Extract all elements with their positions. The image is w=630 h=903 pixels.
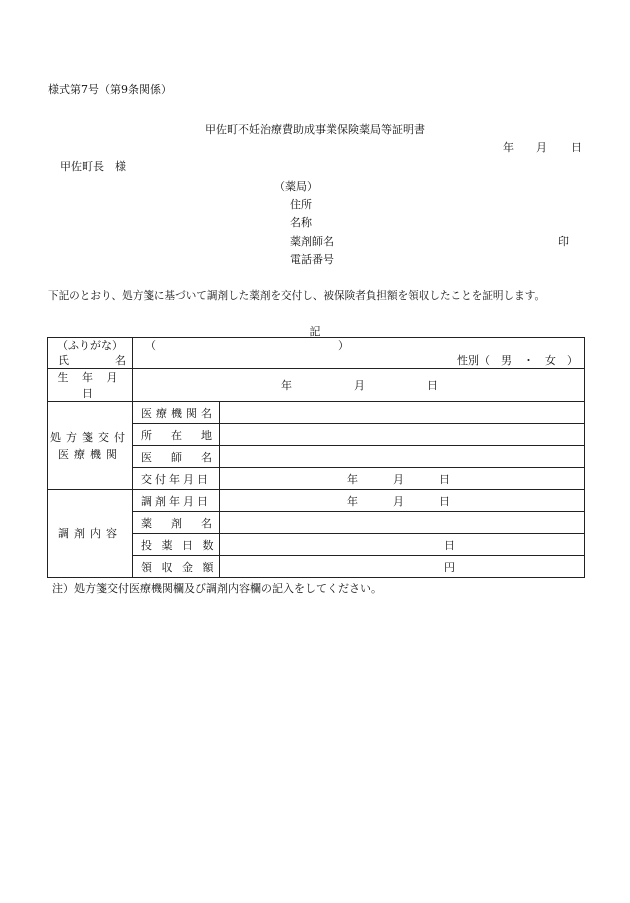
inst-location-label: 所 在 地 [133,424,220,446]
days-input[interactable] [220,534,585,556]
addressee: 甲佐町長 様 [60,160,126,173]
inst-name-label: 医療機関名 [133,402,220,424]
dispense-day-label: 日 [439,494,450,508]
name-label-cell [48,338,133,369]
ki-heading: 記 [309,325,321,338]
institution-label-cell [48,402,133,490]
gender-field[interactable]: 性別（ 男 ・ 女 ） [457,354,578,367]
birth-year-label: 年 [281,379,292,392]
birthdate-label: 生 年 月 日 [48,369,133,402]
dispense-year-label: 年 [347,494,358,508]
amount-input[interactable] [220,556,585,578]
days-unit: 日 [444,538,455,552]
inst-location-input[interactable] [220,424,585,446]
birth-day-label: 日 [427,379,438,392]
furigana-label: （ふりがな） [57,339,123,352]
dispense-date-label: 調剤年月日 [133,490,220,512]
institution-label-2: 医療機関 [58,447,122,461]
pharmacy-address-label: 住所 [290,198,312,211]
drug-name-input[interactable] [220,512,585,534]
pharmacy-label: （薬局） [274,180,318,193]
name-label-1: 氏 [58,354,69,367]
name-input-cell[interactable] [133,338,585,369]
dispense-month-label: 月 [393,494,404,508]
dispense-label: 調剤内容 [48,490,133,578]
pharmacist-name-label: 薬剤師名 [290,235,334,248]
birthdate-input-cell[interactable] [133,369,585,402]
pharmacy-name-label: 名称 [290,216,312,229]
amount-label: 領 収 金 額 [133,556,220,578]
drug-name-label: 薬 剤 名 [133,512,220,534]
furigana-close-paren: ） [338,339,349,352]
inst-issue-date-label: 交付年月日 [133,468,220,490]
seal-mark: 印 [558,235,569,248]
birth-month-label: 月 [354,379,365,392]
date-day-label: 日 [571,141,582,154]
issue-date-line [503,139,582,155]
institution-label-1: 処方箋交付 [50,430,130,444]
inst-issue-date-input[interactable] [220,468,585,490]
issue-day-label: 日 [439,472,450,486]
name-label-2: 名 [115,354,126,367]
certificate-table [47,337,585,578]
inst-doctor-label: 医 師 名 [133,446,220,468]
amount-unit: 円 [444,560,455,574]
pharmacy-phone-label: 電話番号 [290,253,334,266]
date-month-label: 月 [536,141,547,154]
furigana-open-paren: （ [145,339,156,352]
certification-statement: 下記のとおり、処方箋に基づいて調剤した薬剤を交付し、被保険者負担額を領収したことを証明します。 [48,290,546,302]
inst-doctor-input[interactable] [220,446,585,468]
inst-name-input[interactable] [220,402,585,424]
form-number: 様式第7号（第9条関係） [48,83,172,96]
footnote: 注）処方箋交付医療機関欄及び調剤内容欄の記入をしてください。 [52,582,382,595]
issue-year-label: 年 [347,472,358,486]
issue-month-label: 月 [393,472,404,486]
days-label: 投 薬 日 数 [133,534,220,556]
name-row [48,338,585,369]
date-year-label: 年 [503,141,514,154]
dispense-date-row [48,490,585,512]
birthdate-row [48,369,585,402]
dispense-date-input[interactable] [220,490,585,512]
inst-name-row [48,402,585,424]
document-title: 甲佐町不妊治療費助成事業保険薬局等証明書 [205,123,425,136]
